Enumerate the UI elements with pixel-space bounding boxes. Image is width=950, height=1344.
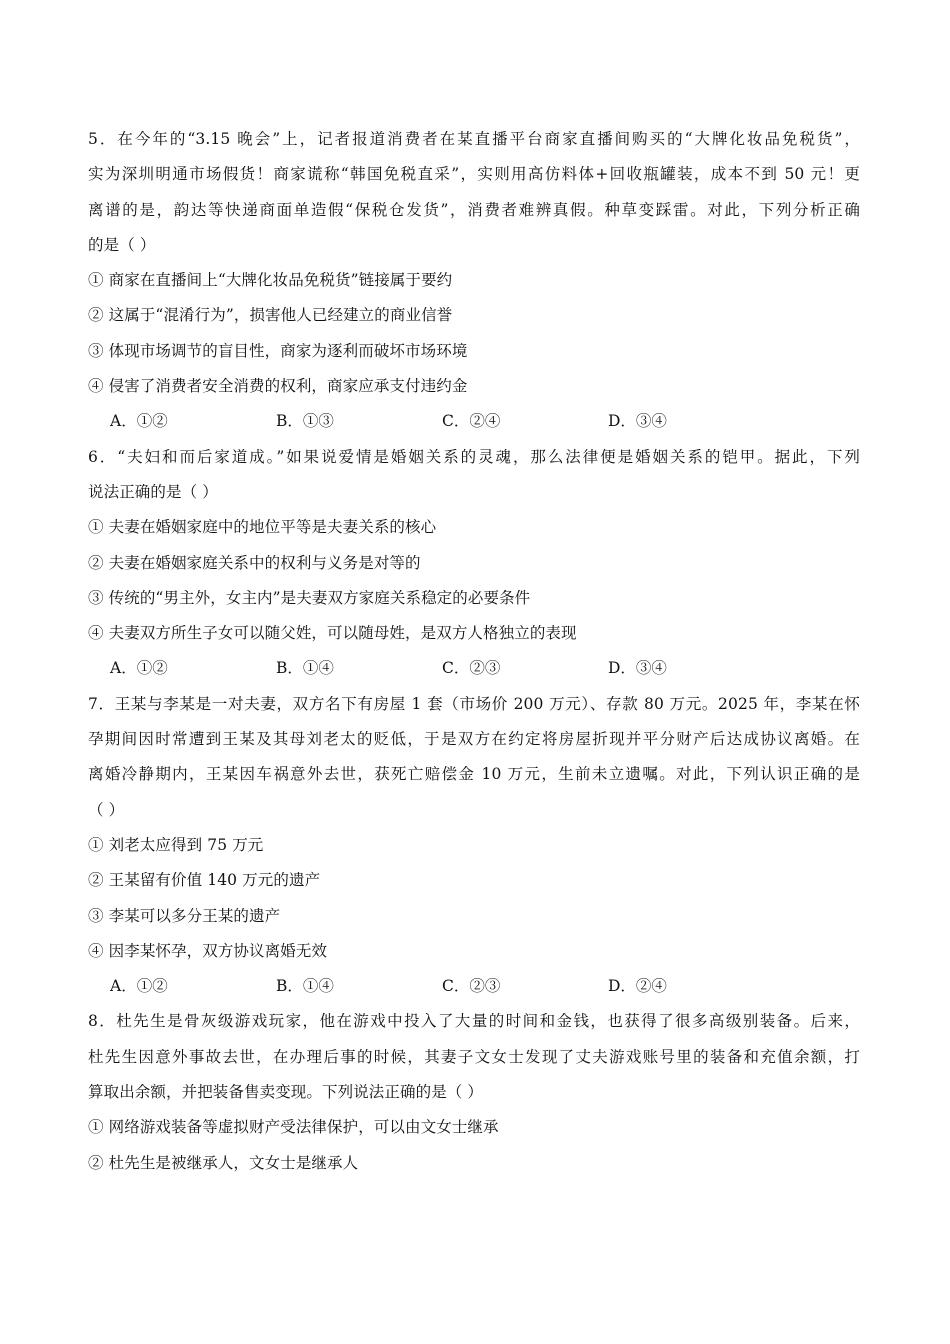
statement-item: ① 刘老太应得到 75 万元 xyxy=(88,835,264,854)
statement-item: ② 夫妻在婚姻家庭关系中的权利与义务是对等的 xyxy=(88,553,421,572)
answer-option[interactable]: C．②③ xyxy=(442,659,501,678)
answer-option[interactable]: D．②④ xyxy=(608,977,667,996)
statement-item: ③ 李某可以多分王某的遗产 xyxy=(88,906,281,925)
question-stem-line: 说法正确的是（ ） xyxy=(88,482,218,501)
question-stem-line: 8．杜先生是骨灰级游戏玩家，他在游戏中投入了大量的时间和金钱，也获得了很多高级别装备。后来， xyxy=(88,1012,860,1031)
answer-option[interactable]: A．①② xyxy=(110,977,168,996)
statement-item: ④ 夫妻双方所生子女可以随父姓，可以随母姓，是双方人格独立的表现 xyxy=(88,624,577,643)
answer-option[interactable]: A．①② xyxy=(110,659,168,678)
answer-option[interactable]: C．②④ xyxy=(442,412,501,431)
question-stem-line: 孕期间因时常遭到王某及其母刘老太的贬低，于是双方在约定将房屋折现并平分财产后达成协议离婚。在 xyxy=(88,730,860,749)
answer-option[interactable]: A．①② xyxy=(110,412,168,431)
answer-option[interactable]: B．①③ xyxy=(276,412,334,431)
statement-item: ② 王某留有价值 140 万元的遗产 xyxy=(88,871,321,890)
exam-page xyxy=(88,122,860,1181)
question-stem-line: 杜先生因意外事故去世，在办理后事的时候，其妻子文女士发现了丈夫游戏账号里的装备和充值余额，打 xyxy=(88,1047,860,1066)
question-stem-line: 的是（ ） xyxy=(88,235,156,254)
statement-item: ③ 体现市场调节的盲目性，商家为逐利而破坏市场环境 xyxy=(88,341,468,360)
statement-item: ① 网络游戏装备等虚拟财产受法律保护，可以由文女士继承 xyxy=(88,1118,499,1137)
question-stem-line: 6．“夫妇和而后家道成。”如果说爱情是婚姻关系的灵魂，那么法律便是婚姻关系的铠甲。据此，下列 xyxy=(88,447,860,466)
question-block xyxy=(88,1004,860,1180)
answer-options xyxy=(88,404,860,439)
answer-options xyxy=(88,651,860,686)
answer-option[interactable]: B．①④ xyxy=(276,659,334,678)
question-stem-line: 7．王某与李某是一对夫妻，双方名下有房屋 1 套（市场价 200 万元）、存款 80 万元。2025 年，李某在怀 xyxy=(88,694,860,713)
statement-item: ① 商家在直播间上“大牌化妆品免税货”链接属于要约 xyxy=(88,271,453,290)
question-stem-line: 算取出余额，并把装备售卖变现。下列说法正确的是（ ） xyxy=(88,1083,484,1102)
statement-item: ② 杜先生是被继承人，文女士是继承人 xyxy=(88,1153,359,1172)
question-stem-line: 5．在今年的“3.15 晚会”上，记者报道消费者在某直播平台商家直播间购买的“大牌化妆品免税货”， xyxy=(88,130,860,148)
question-stem-line: 实为深圳明通市场假货！商家谎称“韩国免税直采”，实则用高仿料体+回收瓶罐装，成本不到 50 元！更 xyxy=(88,165,860,184)
answer-option[interactable]: C．②③ xyxy=(442,977,501,996)
statement-item: ② 这属于“混淆行为”，损害他人已经建立的商业信誉 xyxy=(88,306,453,325)
question-block xyxy=(88,687,860,1005)
question-block xyxy=(88,122,860,440)
question-stem-line: 离谱的是，韵达等快递商面单造假“保税仓发货”，消费者难辨真假。种草变踩雷。对此，下列分析正确 xyxy=(88,200,860,219)
statement-item: ③ 传统的“男主外，女主内”是夫妻双方家庭关系稳定的必要条件 xyxy=(88,588,531,607)
answer-option[interactable]: D．③④ xyxy=(608,412,667,431)
answer-option[interactable]: B．①④ xyxy=(276,977,334,996)
question-stem-line: （ ） xyxy=(88,800,125,819)
statement-item: ④ 侵害了消费者安全消费的权利，商家应承支付违约金 xyxy=(88,377,468,396)
answer-options xyxy=(88,969,860,1004)
question-stem-line: 离婚冷静期内，王某因车祸意外去世，获死亡赔偿金 10 万元，生前未立遗嘱。对此，下列认识正确的是 xyxy=(88,765,860,784)
question-block xyxy=(88,440,860,687)
statement-item: ① 夫妻在婚姻家庭中的地位平等是夫妻关系的核心 xyxy=(88,518,437,537)
answer-option[interactable]: D．③④ xyxy=(608,659,667,678)
statement-item: ④ 因李某怀孕，双方协议离婚无效 xyxy=(88,941,328,960)
